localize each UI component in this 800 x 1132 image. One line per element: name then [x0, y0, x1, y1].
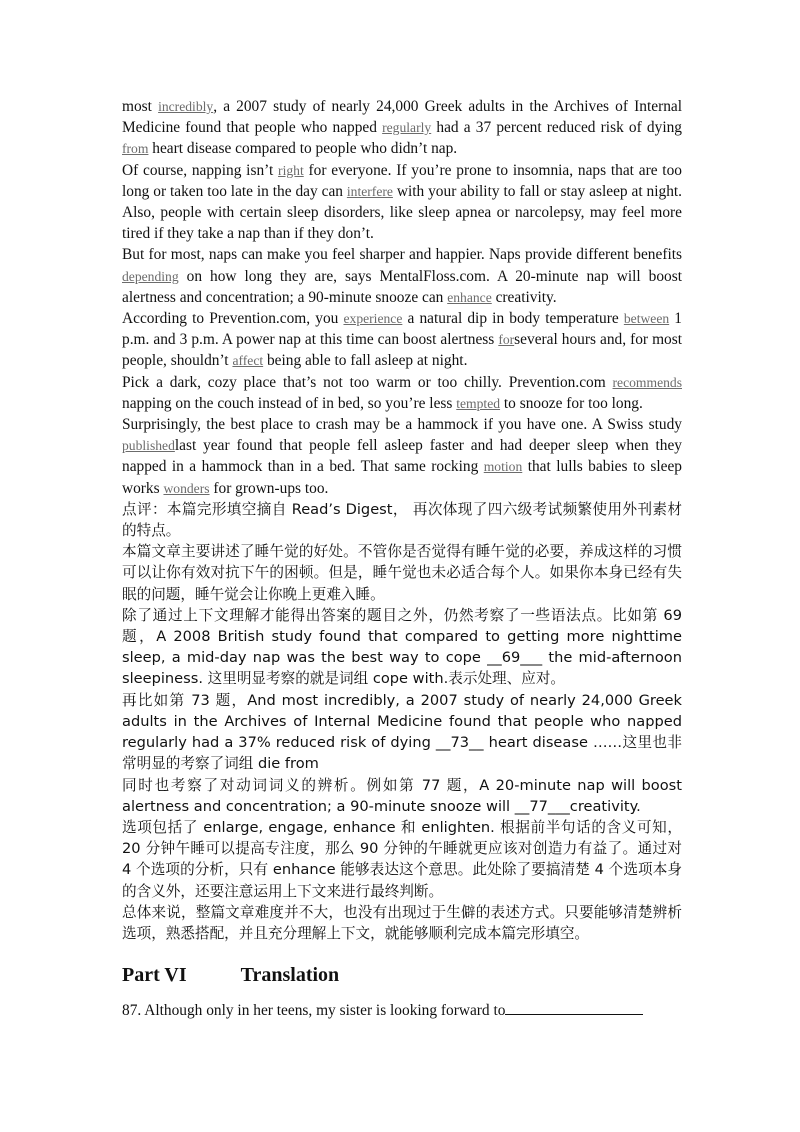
answer-word: incredibly [158, 99, 214, 114]
answer-word: wonders [163, 480, 210, 496]
document-body [122, 96, 682, 944]
answer-word: right [278, 162, 304, 178]
answer-word: tempted [456, 395, 501, 411]
text: last year found that people fell asleep faster and had deeper sleep when they napped in a hammock than in a bed. That same rocking [122, 437, 682, 476]
answer-word: motion [483, 459, 523, 475]
commentary-conclusion: 总体来说，整篇文章难度并不大，也没有出现过于生僻的表述方式。只要能够清楚辨析选项，熟悉搭配，并且充分理解上下文，就能够顺利完成本篇完形填空。 [122, 903, 682, 942]
commentary-options: 选项包括了 enlarge, engage, enhance 和 enlighten. 根据前半句话的含义可知，20 分钟午睡可以提高专注度，那么 90 分钟的午睡就更应该对创造力有益了。通过对 4 个选项的分析，只有 enhance 能够表达这个意思。此处除了要搞清楚 4 个选项本身的含义外，还要注意运用上下文来进行最终判断。 [122, 818, 682, 900]
question-87 [122, 1000, 682, 1020]
answer-word: experience [343, 311, 403, 327]
text: being able to fall asleep at night. [263, 352, 468, 370]
text: for everyone. If you’re prone to insomnia, naps that are too long or taken too late in the day can [122, 161, 682, 200]
answer-word: from [122, 141, 149, 157]
answer-word: affect [232, 353, 264, 369]
passage-paragraph-2 [122, 160, 682, 245]
section-title: Translation [240, 964, 340, 986]
text: with your ability to fall or stay asleep at night. Also, people with certain sleep disorders, like sleep apnea or narcolepsy, may feel more tired if they take a nap than if they don’t. [122, 182, 683, 243]
answer-word: enhance [447, 289, 492, 305]
answer-word: between [623, 311, 670, 327]
passage-paragraph-5 [122, 372, 682, 414]
commentary-q77: 同时也考察了对动词词义的辨析。例如第 77 题，A 20-minute nap will boost alertness and concentration; a 90-minute snooze will __77___creativity. [122, 776, 682, 815]
passage-paragraph-4 [122, 308, 682, 372]
answer-word: for [498, 332, 515, 348]
passage-paragraph-3 [122, 244, 682, 308]
text: 1 p.m. and 3 p.m. A power nap at this time can boost alertness [122, 310, 682, 349]
text: Of course, napping isn’t [122, 161, 279, 179]
commentary-q73: 再比如第 73 题，And most incredibly, a 2007 study of nearly 24,000 Greek adults in the Archives of Internal Medicine found that people who napped regularly had a 37% reduced risk of dying __73__ heart disease ……这里也非常明显的考察了词组 die from [122, 691, 682, 773]
text: Surprisingly, the best place to crash may be a hammock if you have one. A Swiss study [122, 416, 682, 434]
commentary-summary: 本篇文章主要讲述了睡午觉的好处。不管你是否觉得有睡午觉的必要，养成这样的习惯可以让你有效对抗下午的困顿。但是，睡午觉也未必适合每个人。如果你本身已经有失眠的问题，睡午觉会让你晚上更难入睡。 [122, 543, 682, 603]
section-part: Part VI [122, 964, 187, 986]
text: a natural dip in body temperature [402, 310, 624, 328]
text: But for most, naps can make you feel sharper and happier. Naps provide different benefits [122, 246, 682, 264]
text: to snooze for too long. [500, 394, 643, 412]
text: for grown-ups too. [209, 479, 329, 497]
commentary-q69: 除了通过上下文理解才能得出答案的题目之外，仍然考察了一些语法点。比如第 69 题，A 2008 British study found that compared to getting more nighttime sleep, a mid-day nap was the best way to cope __69___ the mid-afternoon sleepiness. 这里明显考察的就是词组 cope with.表示处理、应对。 [122, 606, 682, 688]
text: most [122, 98, 159, 115]
commentary-intro: 点评：本篇完形填空摘自 Read’s Digest， 再次体现了四六级考试频繁使用外刊素材的特点。 [122, 500, 682, 540]
answer-blank [505, 1000, 643, 1015]
passage-paragraph-6 [122, 414, 682, 499]
text: , a 2007 study of nearly 24,000 Greek adults in the Archives of Internal Medicine found that people who napped [122, 98, 682, 137]
question-87-text: 87. Although only in her teens, my sister is looking forward to [122, 1002, 506, 1019]
text: several hours and, for most people, shouldn’t [122, 331, 682, 370]
text: heart disease compared to people who didn’t nap. [148, 140, 458, 158]
answer-word: interfere [346, 183, 393, 199]
text: napping on the couch instead of in bed, so you’re less [122, 394, 457, 412]
section-heading [122, 964, 339, 987]
text: that lulls babies to sleep works [122, 458, 682, 497]
text: Pick a dark, cozy place that’s not too warm or too chilly. Prevention.com [122, 373, 613, 391]
passage-paragraph-1 [122, 96, 682, 160]
text: had a 37 percent reduced risk of dying [431, 119, 682, 137]
answer-word: published [122, 438, 175, 454]
text: on how long they are, says MentalFloss.com. A 20-minute nap will boost alertness and concentration; a 90-minute snooze can [122, 267, 682, 306]
text: creativity. [491, 288, 557, 306]
answer-word: regularly [382, 120, 432, 136]
answer-word: depending [122, 268, 179, 284]
text: According to Prevention.com, you [122, 310, 344, 328]
answer-word: recommends [612, 374, 682, 390]
